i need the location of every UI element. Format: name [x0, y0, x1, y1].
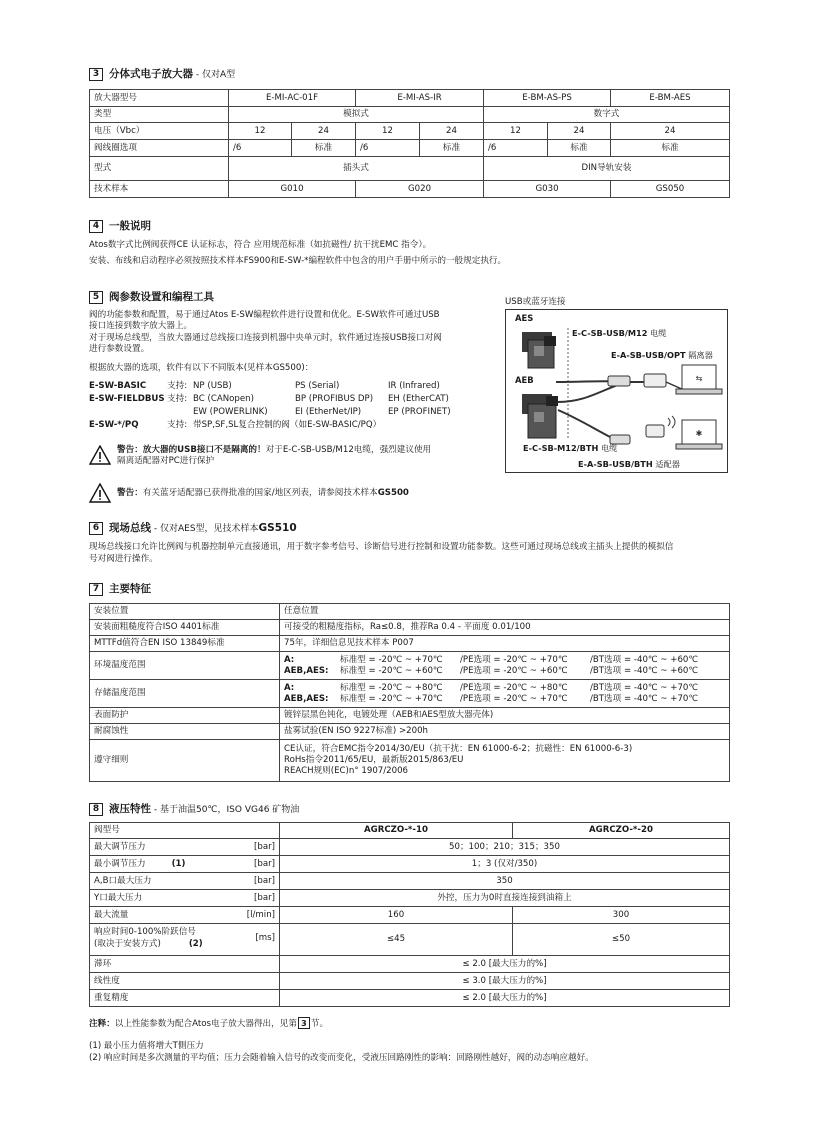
svg-text:✱: ✱ — [695, 429, 703, 438]
table-row: 阀型号 AGRCZO-*-10 AGRCZO-*-20 — [90, 823, 730, 839]
section-number: 6 — [89, 522, 103, 535]
isolator-icon — [644, 374, 666, 387]
software-row: E-SW-*/PQ 支持: 带SP,SF,SL复合控制的阀（如E-SW-BASIC/PQ） — [89, 420, 382, 430]
paragraph: 接口连接到数字放大器上。 — [89, 321, 193, 331]
table-row: 放大器型号 E-MI-AC-01F E-MI-AS-IR E-BM-AS-PS E-BM-AES — [90, 90, 730, 107]
warning-icon — [89, 483, 111, 503]
paragraph: 根据放大器的选项，软件有以下不同版本(见样本GS500)： — [89, 363, 314, 373]
section-number: 8 — [89, 803, 103, 816]
table-row: 电压（Vbc） 12 24 12 24 12 24 24 — [90, 123, 730, 140]
footnote-2: (2) 响应时间是多次测量的平均值；压力会随着输入信号的改变而变化，受液压回路刚性的影响：回路刚性越好，阀的动态响应越好。 — [89, 1053, 594, 1063]
section-title: 液压特性 - 基于油温50℃，ISO VG46 矿物油 — [109, 803, 300, 815]
laptop-icon — [676, 420, 722, 449]
section-title: 分体式电子放大器 - 仅对A型 — [109, 68, 236, 80]
section-title: 主要特征 — [109, 583, 151, 595]
software-row: E-SW-BASIC 支持: NP (USB) PS (Serial) IR (Infrared) — [89, 381, 440, 391]
table-row: 耐腐蚀性 盐雾试验(EN ISO 9227标准) >200h — [90, 724, 730, 740]
section-3-header — [89, 68, 235, 81]
table-row: 安装位置 任意位置 — [90, 604, 730, 620]
software-row: E-SW-FIELDBUS 支持: BC (CANopen) BP (PROFIBUS DP) EH (EtherCAT) — [89, 394, 449, 404]
aeb-amplifier-icon — [522, 394, 558, 438]
section-number: 3 — [89, 68, 103, 81]
table-row: 存储温度范围 A: 标准型 = -20℃ ~ +80℃ /PE选项 = -20℃ ~ +80℃ /BT选项 = -40℃ ~ +70℃ AEB,AES: 标准型 = -20℃ ~ +70℃ /PE选项 = -20℃ ~ +70℃ /BT选项 = -40℃ ~ +70℃ — [90, 680, 730, 708]
table-row: 线性度 ≤ 3.0 [最大压力的%] — [90, 973, 730, 990]
bluetooth-warning: 警告：有关蓝牙适配器已获得批准的国家/地区列表，请参阅技术样本GS500 — [89, 483, 409, 503]
section-8-header — [89, 803, 299, 816]
paragraph: 号对阀进行操作。 — [89, 554, 158, 564]
svg-text:⇆: ⇆ — [695, 374, 703, 383]
paragraph: 安装、布线和启动程序必须按照技术样本FS900和E-SW-*编程软件中包含的用户手册中所示的一般规定执行。 — [89, 256, 507, 266]
table-row: 表面防护 镀锌层黑色钝化，电镀处理（AEB和AES型放大器壳体) — [90, 708, 730, 724]
table-row: 重复精度 ≤ 2.0 [最大压力的%] — [90, 990, 730, 1007]
usb-diagram: ⇆ ✱ AES AEB E-C-SB-USB/M12 电缆 E-A-SB-USB/OPT 隔离器 E-C-SB-M12/BTH 电缆 E-A-SB-USB/BTH 适配器 — [505, 309, 728, 473]
hydraulic-table — [89, 822, 730, 1007]
wireless-icon — [668, 416, 675, 428]
table-row: 滞环 ≤ 2.0 [最大压力的%] — [90, 956, 730, 973]
cable-label: E-C-SB-USB/M12 电缆 — [572, 328, 667, 338]
usb-warning: 警告：放大器的USB接口不是隔离的！对于E-C-SB-USB/M12电缆，强烈建议使用 隔离适配器对PC进行保护 — [89, 445, 431, 466]
table-row: A,B口最大压力 [bar] 350 — [90, 873, 730, 890]
paragraph: 进行参数设置。 — [89, 344, 150, 354]
table-row: MTTFd值符合EN ISO 13849标准 75年，详细信息见技术样本 P007 — [90, 636, 730, 652]
isolator-label: E-A-SB-USB/OPT 隔离器 — [611, 350, 713, 360]
section-number: 5 — [89, 291, 103, 304]
section-number: 7 — [89, 583, 103, 596]
section-6-header — [89, 522, 297, 535]
amplifier-table — [89, 89, 730, 198]
software-row: EW (POWERLINK) EI (EtherNet/IP) EP (PROFINET) — [193, 407, 451, 417]
table-row: 环境温度范围 A: 标准型 = -20℃ ~ +70℃ /PE选项 = -20℃ ~ +70℃ /BT选项 = -40℃ ~ +60℃ AEB,AES: 标准型 = -20℃ ~ +60℃ /PE选项 = -20℃ ~ +60℃ /BT选项 = -40℃ ~ +60℃ — [90, 652, 730, 680]
table-row: Y口最大压力 [bar] 外控，压力为0时直接连接到油箱上 — [90, 890, 730, 907]
table-row: 型式 插头式 DIN导轨安装 — [90, 157, 730, 181]
cable-label: E-C-SB-M12/BTH 电缆 — [523, 443, 618, 453]
paragraph: 现场总线接口允许比例阀与机器控制单元直接通讯，用于数字参考信号、诊断信号进行控制和设置功能参数。这些可通过现场总线或主插头上提供的模拟信 — [89, 542, 674, 552]
usb-diagram-title: USB或蓝牙连接 — [505, 297, 566, 307]
table-row: 技术样本 G010 G020 G030 GS050 — [90, 181, 730, 198]
section-title: 一般说明 — [109, 220, 151, 232]
adapter-label: E-A-SB-USB/BTH 适配器 — [578, 459, 680, 469]
aes-amplifier-icon — [522, 332, 556, 368]
features-table — [89, 603, 730, 782]
table-row: 最大调节压力 [bar] 50；100；210；315；350 — [90, 839, 730, 856]
paragraph: 对于现场总线型，当放大器通过总线接口连接到机器中央单元时，软件通过连接USB接口对阀 — [89, 333, 442, 343]
section-title: 阀参数设置和编程工具 — [109, 291, 214, 303]
table-note: 注释：以上性能参数为配合Atos电子放大器得出，见第 3 节。 — [89, 1019, 329, 1029]
section-4-header — [89, 220, 151, 233]
table-row: 类型 模拟式 数字式 — [90, 107, 730, 123]
warning-icon — [89, 445, 111, 465]
table-row: 最大流量 [l/min] 160 300 — [90, 907, 730, 924]
paragraph: Atos数字式比例阀获得CE 认证标志，符合 应用规范标准（如抗磁性/ 抗干扰EMC 指令）。 — [89, 240, 432, 250]
paragraph: 阀的功能参数和配置，易于通过Atos E-SW编程软件进行设置和优化。E-SW软件可通过USB — [89, 310, 440, 320]
table-row: 阀线圈选项 /6 标准 /6 标准 /6 标准 标准 — [90, 140, 730, 157]
section-number: 4 — [89, 220, 103, 233]
table-row: 响应时间0-100%阶跃信号 (取决于安装方式) (2) [ms] ≤45 ≤50 — [90, 924, 730, 956]
table-row: 遵守细则 CE认证，符合EMC指令2014/30/EU（抗干扰：EN 61000-6-2；抗磁性：EN 61000-6-3) RoHs指令2011/65/EU，最新版2015/863/EU REACH规则(EC)n° 1907/2006 — [90, 740, 730, 782]
table-row: 安装面粗糙度符合ISO 4401标准 可接受的粗糙度指标，Ra≤0.8，推荐Ra 0.4 - 平面度 0.01/100 — [90, 620, 730, 636]
bluetooth-adapter-icon — [646, 425, 664, 437]
section-5-header — [89, 291, 214, 304]
table-row: 最小调节压力 (1) [bar] 1；3 (仅对/350) — [90, 856, 730, 873]
section-title: 现场总线 - 仅对AES型，见技术样本GS510 — [109, 522, 297, 534]
section-7-header — [89, 583, 151, 596]
footnote-1: (1) 最小压力值将增大T側压力 — [89, 1041, 204, 1051]
laptop-icon — [676, 365, 722, 394]
